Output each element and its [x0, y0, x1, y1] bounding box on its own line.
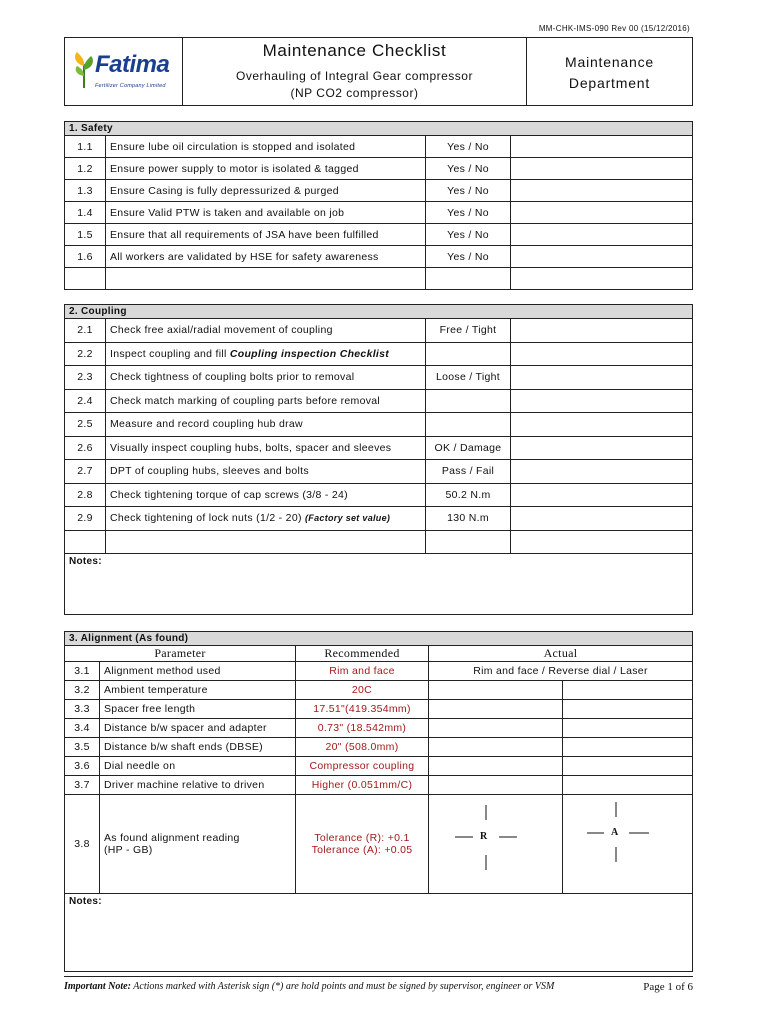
crosshair-r-icon — [429, 795, 562, 890]
actual-value[interactable] — [563, 738, 693, 757]
item-option[interactable] — [426, 413, 511, 437]
parameter-line-2: (HP - GB) — [104, 844, 153, 856]
item-text: Check match marking of coupling parts before removal — [106, 389, 426, 413]
table-row — [65, 681, 693, 700]
item-number: 2.4 — [65, 389, 106, 413]
page-title: Maintenance Checklist — [262, 41, 447, 60]
remarks-cell[interactable] — [511, 483, 693, 507]
item-number: 2.2 — [65, 342, 106, 366]
table-row — [65, 530, 693, 554]
item-option[interactable]: Pass / Fail — [426, 460, 511, 484]
company-logo — [65, 38, 183, 105]
remarks-cell[interactable] — [511, 342, 693, 366]
item-number: 2.9 — [65, 507, 106, 531]
recommended-value: 0.73" (18.542mm) — [296, 719, 429, 738]
empty-cell[interactable] — [106, 530, 426, 554]
item-option[interactable]: Yes / No — [426, 136, 511, 158]
col-actual: Actual — [429, 646, 693, 662]
remarks-cell[interactable] — [511, 158, 693, 180]
remarks-cell[interactable] — [511, 180, 693, 202]
item-number: 3.3 — [65, 700, 100, 719]
item-number: 3.7 — [65, 776, 100, 795]
item-number: 2.8 — [65, 483, 106, 507]
table-row — [65, 158, 693, 180]
table-row — [65, 268, 693, 290]
col-recommended: Recommended — [296, 646, 429, 662]
item-text — [106, 319, 426, 343]
item-number: 2.6 — [65, 436, 106, 460]
item-text-main: Check free axial/radial movement of coupling — [110, 324, 333, 337]
footer-text: Actions marked with Asterisk sign (*) are hold points and must be signed by supervisor, engineer or VSM — [130, 981, 555, 992]
item-number: 1.5 — [65, 224, 106, 246]
item-option[interactable]: Loose / Tight — [426, 366, 511, 390]
table-row — [65, 662, 693, 681]
face-dial-label: A — [611, 827, 619, 838]
table-row — [65, 180, 693, 202]
face-dial-diagram — [563, 795, 692, 893]
actual-value[interactable] — [429, 738, 563, 757]
tolerance-axial: Tolerance (A): +0.05 — [311, 844, 413, 856]
actual-value[interactable] — [429, 719, 563, 738]
rim-dial-diagram — [429, 795, 562, 893]
item-option[interactable] — [426, 342, 511, 366]
table-row — [65, 757, 693, 776]
footer-label: Important Note: — [64, 981, 131, 992]
empty-cell[interactable] — [426, 268, 511, 290]
item-option[interactable]: OK / Damage — [426, 436, 511, 460]
page-number: Page 1 of 6 — [643, 981, 693, 993]
item-option[interactable]: Yes / No — [426, 202, 511, 224]
item-text: DPT of coupling hubs, sleeves and bolts — [106, 460, 426, 484]
item-text: Ensure Valid PTW is taken and available on job — [106, 202, 426, 224]
logo-subtitle: Fertilizer Company Limited — [95, 83, 166, 89]
table-row — [65, 776, 693, 795]
coupling-table — [64, 304, 693, 615]
item-number: 3.6 — [65, 757, 100, 776]
department-line-2: Department — [568, 75, 651, 91]
document-header — [64, 37, 693, 106]
alignment-header-row — [65, 646, 693, 662]
empty-cell[interactable] — [106, 268, 426, 290]
actual-value[interactable] — [563, 776, 693, 795]
remarks-cell[interactable] — [511, 224, 693, 246]
safety-heading-row — [65, 122, 693, 136]
actual-value[interactable] — [563, 681, 693, 700]
parameter: Distance b/w shaft ends (DBSE) — [100, 738, 296, 757]
item-option[interactable]: Free / Tight — [426, 319, 511, 343]
item-number: 3.4 — [65, 719, 100, 738]
parameter: Alignment method used — [100, 662, 296, 681]
table-row — [65, 738, 693, 757]
actual-value[interactable]: Rim and face / Reverse dial / Laser — [429, 662, 693, 681]
table-row — [65, 436, 693, 460]
parameter: Distance b/w spacer and adapter — [100, 719, 296, 738]
item-text-main: Inspect coupling and fill — [110, 347, 230, 360]
item-text: Check tightening torque of cap screws (3/8 - 24) — [106, 483, 426, 507]
alignment-reading-row — [65, 795, 693, 894]
safety-heading: 1. Safety — [65, 122, 693, 136]
page-subtitle-2: (NP CO2 compressor) — [290, 86, 419, 100]
item-option[interactable]: 50.2 N.m — [426, 483, 511, 507]
coupling-notes[interactable]: Notes: — [65, 554, 693, 615]
factory-note: (Factory set value) — [304, 513, 391, 524]
item-text: Ensure Casing is fully depressurized & purged — [106, 180, 426, 202]
remarks-cell[interactable] — [511, 436, 693, 460]
page-footer — [64, 976, 693, 992]
item-option[interactable]: Yes / No — [426, 224, 511, 246]
item-option[interactable]: Yes / No — [426, 158, 511, 180]
item-text: All workers are validated by HSE for safety awareness — [106, 246, 426, 268]
recommended-value: Rim and face — [296, 662, 429, 681]
item-number: 2.3 — [65, 366, 106, 390]
parameter: Spacer free length — [100, 700, 296, 719]
title-block — [183, 38, 527, 105]
recommended-value: 17.51"(419.354mm) — [296, 700, 429, 719]
tolerance-radial: Tolerance (R): +0.1 — [314, 832, 410, 844]
actual-value[interactable] — [563, 757, 693, 776]
face-dial-cell[interactable] — [563, 795, 693, 894]
table-row — [65, 202, 693, 224]
department-block — [527, 38, 692, 105]
logo-brand: Fatima — [95, 51, 170, 78]
item-text-main: Check tightening of lock nuts (1/2 - 20) — [110, 512, 305, 525]
item-text: Ensure power supply to motor is isolated & tagged — [106, 158, 426, 180]
remarks-cell[interactable] — [511, 246, 693, 268]
table-row — [65, 136, 693, 158]
alignment-notes[interactable]: Notes: — [65, 894, 693, 972]
item-text — [106, 342, 426, 366]
item-number: 3.1 — [65, 662, 100, 681]
remarks-cell[interactable] — [511, 319, 693, 343]
item-number: 2.1 — [65, 319, 106, 343]
empty-cell[interactable] — [511, 268, 693, 290]
actual-value[interactable] — [563, 719, 693, 738]
notes-row — [65, 554, 693, 615]
item-text — [106, 507, 426, 531]
item-text: Ensure that all requirements of JSA have been fulfilled — [106, 224, 426, 246]
alignment-heading-row — [65, 632, 693, 646]
table-row — [65, 700, 693, 719]
item-number: 2.5 — [65, 413, 106, 437]
item-number: 1.1 — [65, 136, 106, 158]
item-number: 3.8 — [65, 795, 100, 894]
item-number: 3.2 — [65, 681, 100, 700]
item-option[interactable]: Yes / No — [426, 180, 511, 202]
empty-cell[interactable] — [511, 530, 693, 554]
recommended-value: Higher (0.051mm/C) — [296, 776, 429, 795]
leaf-icon — [71, 50, 97, 90]
table-row — [65, 389, 693, 413]
item-text: Visually inspect coupling hubs, bolts, spacer and sleeves — [106, 436, 426, 460]
empty-cell[interactable] — [65, 530, 106, 554]
safety-table — [64, 121, 693, 290]
item-number: 2.7 — [65, 460, 106, 484]
parameter — [100, 795, 296, 894]
empty-cell[interactable] — [426, 530, 511, 554]
item-option[interactable]: Yes / No — [426, 246, 511, 268]
table-row — [65, 224, 693, 246]
remarks-cell[interactable] — [511, 366, 693, 390]
actual-value[interactable] — [429, 681, 563, 700]
table-row — [65, 483, 693, 507]
item-text: Measure and record coupling hub draw — [106, 413, 426, 437]
table-row — [65, 460, 693, 484]
item-number: 1.4 — [65, 202, 106, 224]
remarks-cell[interactable] — [511, 413, 693, 437]
remarks-cell[interactable] — [511, 507, 693, 531]
actual-value[interactable] — [429, 776, 563, 795]
item-number: 1.2 — [65, 158, 106, 180]
recommended-value: 20" (508.0mm) — [296, 738, 429, 757]
alignment-table — [64, 631, 693, 972]
document-reference: MM-CHK-IMS-090 Rev 00 (15/12/2016) — [538, 24, 690, 33]
alignment-heading: 3. Alignment (As found) — [65, 632, 693, 646]
remarks-cell[interactable] — [511, 460, 693, 484]
rim-dial-label: R — [480, 831, 488, 842]
parameter: Dial needle on — [100, 757, 296, 776]
empty-cell[interactable] — [65, 268, 106, 290]
remarks-cell[interactable] — [511, 389, 693, 413]
item-number: 1.6 — [65, 246, 106, 268]
recommended-value: Compressor coupling — [296, 757, 429, 776]
rim-dial-cell[interactable] — [429, 795, 563, 894]
parameter: Ambient temperature — [100, 681, 296, 700]
item-text: Ensure lube oil circulation is stopped and isolated — [106, 136, 426, 158]
item-text: Check tightness of coupling bolts prior to removal — [106, 366, 426, 390]
checklist-reference: Coupling inspection Checklist — [229, 347, 390, 360]
recommended-value: 20C — [296, 681, 429, 700]
table-row — [65, 319, 693, 343]
crosshair-a-icon — [563, 795, 691, 890]
table-row — [65, 342, 693, 366]
item-number: 1.3 — [65, 180, 106, 202]
page-subtitle-1: Overhauling of Integral Gear compressor — [236, 69, 473, 83]
table-row — [65, 413, 693, 437]
coupling-heading-row — [65, 305, 693, 319]
notes-row — [65, 894, 693, 972]
item-option[interactable] — [426, 389, 511, 413]
recommended-value — [296, 795, 429, 894]
remarks-cell[interactable] — [511, 202, 693, 224]
col-parameter: Parameter — [65, 646, 296, 662]
actual-value[interactable] — [563, 700, 693, 719]
table-row — [65, 719, 693, 738]
remarks-cell[interactable] — [511, 136, 693, 158]
table-row — [65, 246, 693, 268]
department-line-1: Maintenance — [565, 54, 654, 70]
actual-value[interactable] — [429, 757, 563, 776]
parameter: Driver machine relative to driven — [100, 776, 296, 795]
parameter-line-1: As found alignment reading — [104, 832, 240, 844]
coupling-heading: 2. Coupling — [65, 305, 693, 319]
table-row — [65, 366, 693, 390]
table-row — [65, 507, 693, 531]
item-option[interactable]: 130 N.m — [426, 507, 511, 531]
actual-value[interactable] — [429, 700, 563, 719]
item-number: 3.5 — [65, 738, 100, 757]
